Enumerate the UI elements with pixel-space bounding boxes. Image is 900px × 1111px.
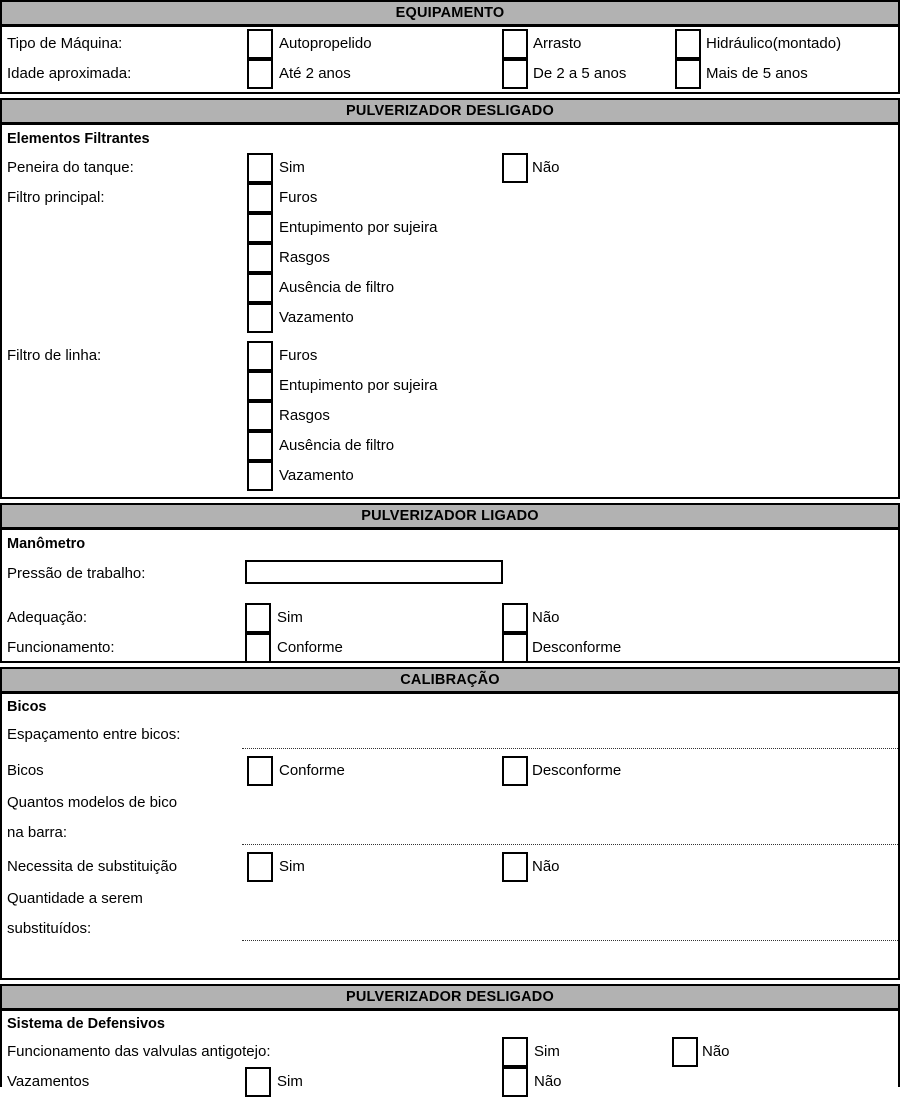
- checkbox-label-filtro-principal-ausencia: Ausência de filtro: [279, 279, 395, 296]
- group-title-elementos-filtrantes: Elementos Filtrantes: [7, 131, 150, 147]
- form-row-filtro-principal-vazamento: [2, 303, 898, 333]
- section-title: PULVERIZADOR DESLIGADO: [346, 989, 554, 1005]
- form-row-adequacao: [2, 603, 898, 633]
- fill-in-line-espacamento[interactable]: [242, 748, 898, 749]
- row-label: Adequação:: [7, 609, 88, 626]
- checkbox-label-peneira-sim: Sim: [279, 159, 305, 176]
- checkbox-label-vazamentos-sim: Sim: [277, 1073, 303, 1090]
- row-label: Funcionamento:: [7, 639, 115, 656]
- checkbox-label-bicos-conforme: Conforme: [279, 762, 345, 779]
- form-row-necessita-de-substituicao: [2, 850, 898, 884]
- checkbox-label-substituicao-nao: Não: [532, 858, 560, 875]
- checkbox-filtro-principal-ausencia[interactable]: [247, 273, 273, 303]
- row-spacer: [2, 590, 898, 603]
- checkbox-vazamentos-nao[interactable]: [502, 1067, 528, 1097]
- section-body-bicos: [0, 694, 900, 980]
- checkbox-label-adequacao-nao: Não: [532, 609, 560, 626]
- group-title-bicos: Bicos: [7, 699, 47, 715]
- form-row-peneira-do-tanque: [2, 153, 898, 183]
- form-row-quantidade-a-serem-substituidos: [2, 884, 898, 946]
- checkbox-filtro-principal-vazamento[interactable]: [247, 303, 273, 333]
- checkbox-label-filtro-principal-entupimento: Entupimento por sujeira: [279, 219, 438, 236]
- form-row-quantos-modelos-de-bico: [2, 788, 898, 850]
- group-title-row: [2, 1011, 898, 1037]
- form-row-filtro-principal-furos: [2, 183, 898, 213]
- checkbox-adequacao-sim[interactable]: [245, 603, 271, 633]
- form-row-filtro-de-linha-rasgos: [2, 401, 898, 431]
- checkbox-filtro-linha-rasgos[interactable]: [247, 401, 273, 431]
- checkbox-antigotejo-sim[interactable]: [502, 1037, 528, 1067]
- section-body-sistema-de-defensivos: [0, 1011, 900, 1090]
- section-title: PULVERIZADOR LIGADO: [361, 508, 539, 524]
- form-row-filtro-principal-ausencia: [2, 273, 898, 303]
- checkbox-peneira-nao[interactable]: [502, 153, 528, 183]
- section-header-calibracao: [0, 667, 900, 694]
- checkbox-label-filtro-linha-rasgos: Rasgos: [279, 407, 330, 424]
- checkbox-label-antigotejo-nao: Não: [702, 1043, 730, 1060]
- section-header-pulverizador-ligado: [0, 503, 900, 530]
- row-label: Bicos: [7, 762, 44, 779]
- checkbox-bicos-conforme[interactable]: [247, 756, 273, 786]
- checkbox-label-filtro-linha-ausencia: Ausência de filtro: [279, 437, 395, 454]
- checkbox-substituicao-sim[interactable]: [247, 852, 273, 882]
- checkbox-bicos-desconforme[interactable]: [502, 756, 528, 786]
- form-row-valvulas-antigotejo: [2, 1037, 898, 1067]
- checkbox-label-substituicao-sim: Sim: [279, 858, 305, 875]
- row-label: Tipo de Máquina:: [7, 35, 123, 52]
- section-body-elementos-filtrantes: [0, 125, 900, 499]
- checkbox-label-peneira-nao: Não: [532, 159, 560, 176]
- row-label-line-1: Quantidade a serem: [7, 890, 143, 907]
- section-title: EQUIPAMENTO: [395, 5, 505, 21]
- group-title-manometro: Manômetro: [7, 536, 86, 552]
- checkbox-label-funcionamento-conforme: Conforme: [277, 639, 343, 656]
- form-row-idade-aproximada: [2, 59, 898, 89]
- checkbox-label-ate-2-anos: Até 2 anos: [279, 65, 351, 82]
- checkbox-label-arrasto: Arrasto: [533, 35, 582, 52]
- row-label: Pressão de trabalho:: [7, 565, 146, 582]
- row-spacer: [2, 333, 898, 341]
- checkbox-label-filtro-linha-furos: Furos: [279, 347, 318, 364]
- section-title: CALIBRAÇÃO: [400, 672, 500, 688]
- checkbox-adequacao-nao[interactable]: [502, 603, 528, 633]
- row-label: Filtro de linha:: [7, 347, 102, 364]
- checkbox-label-filtro-principal-vazamento: Vazamento: [279, 309, 354, 326]
- form-row-vazamentos: [2, 1067, 898, 1097]
- group-title-row: [2, 530, 898, 558]
- checkbox-de-2-a-5-anos[interactable]: [502, 59, 528, 89]
- fill-in-line-quantos-modelos[interactable]: [242, 844, 898, 845]
- row-label: Filtro principal:: [7, 189, 105, 206]
- form-row-filtro-de-linha-entupimento: [2, 371, 898, 401]
- group-title-row: [2, 694, 898, 720]
- section-body-manometro: [0, 530, 900, 663]
- checkbox-filtro-linha-ausencia[interactable]: [247, 431, 273, 461]
- section-header-pulverizador-desligado-2: [0, 984, 900, 1011]
- checkbox-peneira-sim[interactable]: [247, 153, 273, 183]
- row-label: Espaçamento entre bicos:: [7, 726, 181, 743]
- form-row-tipo-maquina: [2, 29, 898, 59]
- checkbox-mais-de-5-anos[interactable]: [675, 59, 701, 89]
- checkbox-filtro-linha-entupimento[interactable]: [247, 371, 273, 401]
- section-body-equipamento: [0, 27, 900, 94]
- checkbox-label-filtro-linha-vazamento: Vazamento: [279, 467, 354, 484]
- checkbox-label-autopropelido: Autopropelido: [279, 35, 372, 52]
- row-label-line-1: Quantos modelos de bico: [7, 794, 178, 811]
- row-label: Necessita de substituição: [7, 858, 178, 875]
- row-label: Funcionamento das valvulas antigotejo:: [7, 1043, 271, 1060]
- checkbox-label-filtro-linha-entupimento: Entupimento por sujeira: [279, 377, 438, 394]
- checkbox-filtro-principal-furos[interactable]: [247, 183, 273, 213]
- checkbox-ate-2-anos[interactable]: [247, 59, 273, 89]
- form-row-filtro-de-linha-vazamento: [2, 461, 898, 491]
- checkbox-antigotejo-nao[interactable]: [672, 1037, 698, 1067]
- section-header-equipamento: [0, 0, 900, 27]
- checkbox-filtro-principal-rasgos[interactable]: [247, 243, 273, 273]
- form-row-filtro-principal-entupimento: [2, 213, 898, 243]
- checkbox-autopropelido[interactable]: [247, 29, 273, 59]
- row-label-line-2: na barra:: [7, 824, 68, 841]
- checkbox-arrasto[interactable]: [502, 29, 528, 59]
- checkbox-hidraulico[interactable]: [675, 29, 701, 59]
- form-row-bicos-conformidade: [2, 754, 898, 788]
- checkbox-label-hidraulico: Hidráulico(montado): [706, 35, 842, 52]
- group-title-sistema-de-defensivos: Sistema de Defensivos: [7, 1016, 165, 1032]
- group-title-row: [2, 125, 898, 153]
- section-title: PULVERIZADOR DESLIGADO: [346, 103, 554, 119]
- row-label: Vazamentos: [7, 1073, 90, 1090]
- checkbox-label-filtro-principal-furos: Furos: [279, 189, 318, 206]
- section-header-pulverizador-desligado-1: [0, 98, 900, 125]
- checkbox-label-funcionamento-desconforme: Desconforme: [532, 639, 622, 656]
- form-row-espacamento-entre-bicos: [2, 720, 898, 754]
- checkbox-label-de-2-a-5-anos: De 2 a 5 anos: [533, 65, 627, 82]
- pressao-de-trabalho-input[interactable]: [245, 560, 503, 584]
- form-row-funcionamento: [2, 633, 898, 663]
- checkbox-vazamentos-sim[interactable]: [245, 1067, 271, 1097]
- checkbox-label-adequacao-sim: Sim: [277, 609, 303, 626]
- checkbox-substituicao-nao[interactable]: [502, 852, 528, 882]
- checkbox-label-antigotejo-sim: Sim: [534, 1043, 560, 1060]
- fill-in-line-quantidade-substituidos[interactable]: [242, 940, 898, 941]
- form-row-filtro-de-linha-ausencia: [2, 431, 898, 461]
- checkbox-label-filtro-principal-rasgos: Rasgos: [279, 249, 330, 266]
- checkbox-label-bicos-desconforme: Desconforme: [532, 762, 622, 779]
- checkbox-label-vazamentos-nao: Não: [534, 1073, 562, 1090]
- row-label-line-2: substituídos:: [7, 920, 92, 937]
- form-row-pressao-de-trabalho: [2, 558, 898, 590]
- row-label: Idade aproximada:: [7, 65, 132, 82]
- checkbox-filtro-linha-furos[interactable]: [247, 341, 273, 371]
- form-row-filtro-principal-rasgos: [2, 243, 898, 273]
- checkbox-label-mais-de-5-anos: Mais de 5 anos: [706, 65, 808, 82]
- row-label: Peneira do tanque:: [7, 159, 134, 176]
- form-row-filtro-de-linha-furos: [2, 341, 898, 371]
- checkbox-filtro-principal-entupimento[interactable]: [247, 213, 273, 243]
- checkbox-funcionamento-desconforme[interactable]: [502, 633, 528, 663]
- checkbox-filtro-linha-vazamento[interactable]: [247, 461, 273, 491]
- checkbox-funcionamento-conforme[interactable]: [245, 633, 271, 663]
